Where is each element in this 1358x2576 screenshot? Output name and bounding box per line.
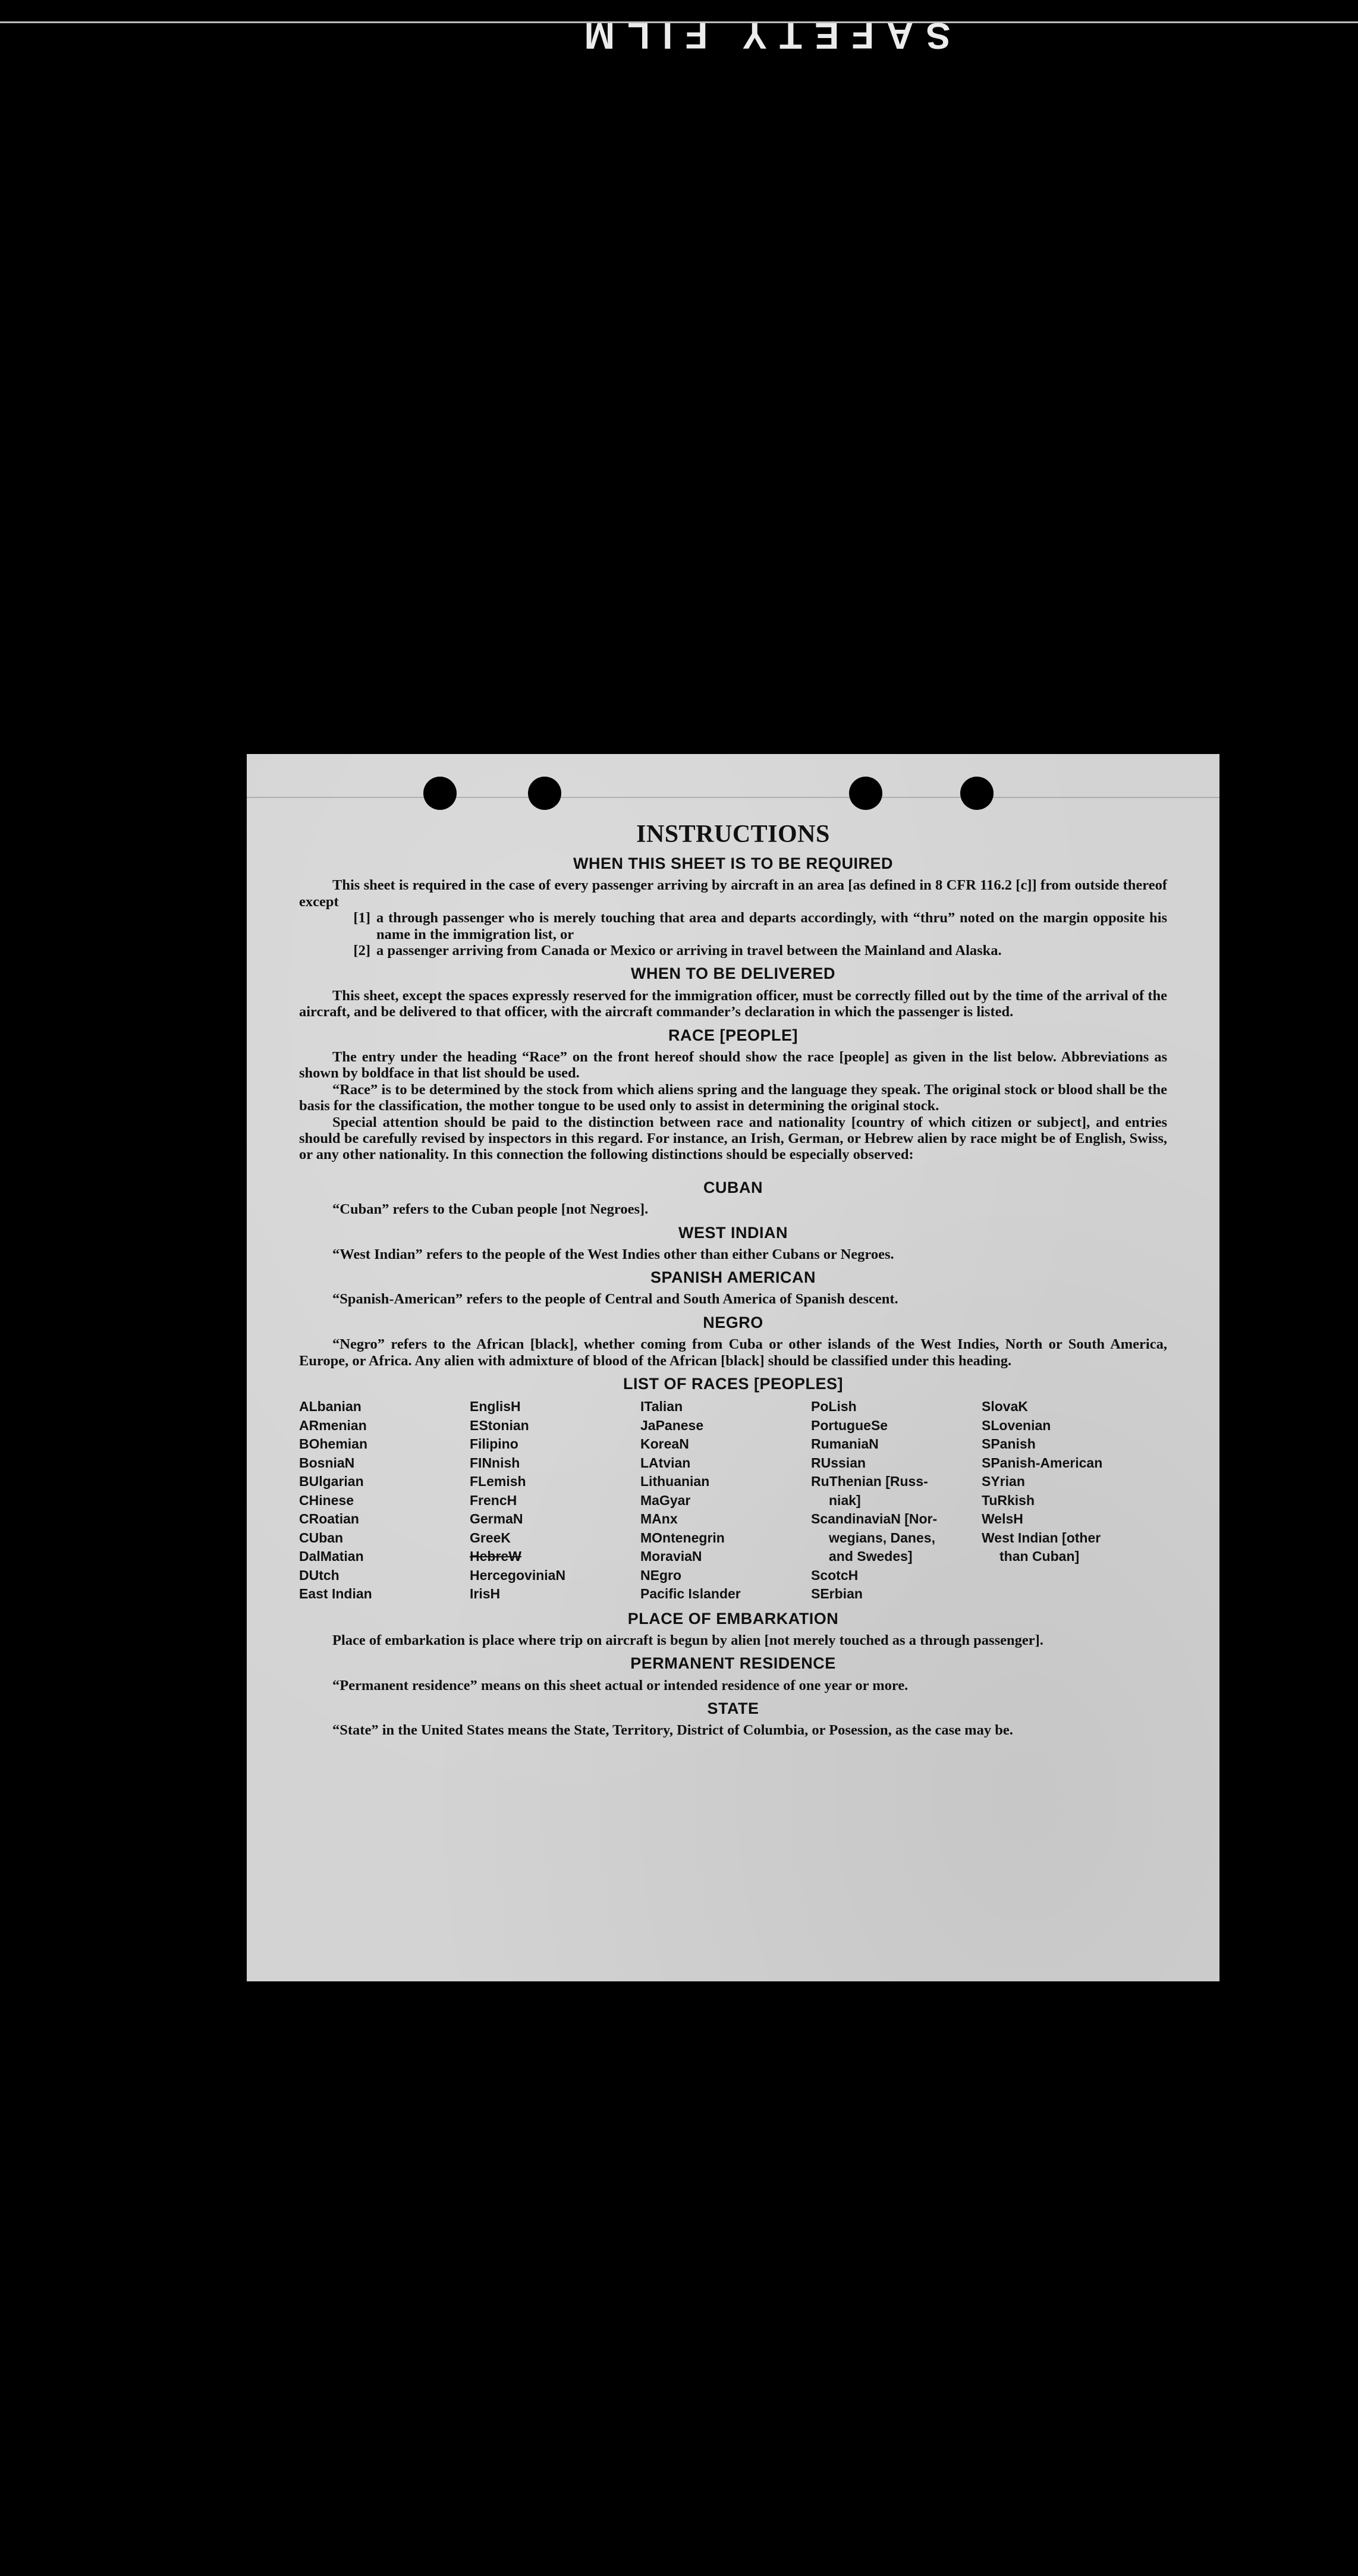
race-entry: IrisH [470,1586,501,1602]
race-entry: Filipino [470,1436,518,1452]
race-entry: DUtch [299,1567,340,1583]
races-table [299,1397,1167,1604]
race-entry: GermaN [470,1511,523,1527]
race-entry: CRoatian [299,1511,359,1527]
race-entry: SlovaK [982,1399,1028,1415]
race-entry: FrencH [470,1492,517,1508]
race-entry: HercegoviniaN [470,1567,566,1583]
document-title: INSTRUCTIONS [636,821,830,848]
race-entry: MOntenegrin [640,1529,725,1545]
race-entry: SLovenian [982,1417,1051,1433]
when-required-intro: This sheet is required in the case of every passenger arriving by aircraft in an area [as defined in 8 CFR 116.2 [c]] from outside thereof except [299,877,1167,910]
race-entry: MaGyar [640,1492,691,1508]
negro-text: “Negro” refers to the African [black], whether coming from Cuba or other islands of the West Indies, North or South America, Europe, or Africa. Any alien with admixture of blood of the African [black] should be classified under this heading. [299,1336,1167,1369]
section-heading-embarkation: PLACE OF EMBARKATION [627,1609,839,1628]
race-entry-continued: than Cuban] [999,1548,1080,1565]
state-text: “State” in the United States means the State, Territory, District of Columbia, or Posession, as the case may be. [332,1722,1013,1739]
punch-hole [423,777,457,810]
race-entry: RUssian [811,1455,866,1471]
film-edge-strip [0,0,1358,65]
race-entry-continued: and Swedes] [829,1548,913,1565]
west-indian-text: “West Indian” refers to the people of the West Indies other than either Cubans or Negroes. [332,1246,894,1262]
race-entry: PoLish [811,1399,857,1415]
race-entry: SErbian [811,1586,863,1602]
race-entry: Lithuanian [640,1474,710,1490]
race-entry: ARmenian [299,1417,367,1433]
race-entry: FLemish [470,1474,526,1490]
race-entry: SPanish-American [982,1455,1103,1471]
race-entry: SPanish [982,1436,1036,1452]
section-heading-when-required: WHEN THIS SHEET IS TO BE REQUIRED [573,855,894,873]
races-column-4 [811,1397,982,1604]
race-entry-struck: HebreW [470,1548,521,1565]
section-heading-negro: NEGRO [703,1313,763,1331]
race-entry: BUlgarian [299,1474,364,1490]
race-entry: RuThenian [Russ- [811,1474,928,1490]
races-column-5 [982,1397,1167,1604]
races-column-2 [470,1397,640,1604]
when-delivered-text: This sheet, except the spaces expressly reserved for the immigration officer, must be correctly filled out by the time of the arrival of the aircraft, and be delivered to that officer, with the aircraft commander’s declaration in which the passenger is listed. [299,987,1167,1020]
punch-hole [528,777,561,810]
race-entry: GreeK [470,1529,511,1545]
permanent-residence-text: “Permanent residence” means on this sheet actual or intended residence of one year or more. [332,1677,909,1694]
sheet-content [299,821,1167,1739]
exception-item-number: [2] [353,943,370,959]
races-column-1 [299,1397,470,1604]
race-entry: KoreaN [640,1436,689,1452]
race-entry: MoraviaN [640,1548,702,1565]
instruction-sheet [247,754,1219,1981]
sheet-top-rule [247,797,1219,798]
section-heading-when-delivered: WHEN TO BE DELIVERED [630,965,836,983]
races-column-3 [640,1397,811,1604]
race-entry: CUban [299,1529,344,1545]
race-entry: ScotcH [811,1567,859,1583]
race-paragraph-3: Special attention should be paid to the distinction between race and nationality [country of which citizen or subject], and entries should be carefully revised by inspectors in this regard. For instance, an Irish, German, or Hebrew alien by race might be of English, Swiss, or any other nationality. In this connection the following distinctions should be especially observed: [299,1114,1167,1163]
race-entry: LAtvian [640,1455,691,1471]
race-entry: RumaniaN [811,1436,879,1452]
race-paragraph-1: The entry under the heading “Race” on the front hereof should show the race [people] as given in the list below. Abbreviations as shown by boldface in that list should be used. [299,1048,1167,1082]
punch-hole [960,777,994,810]
race-paragraph-2: “Race” is to be determined by the stock from which aliens spring and the language they speak. The original stock or blood shall be the basis for the classification, the mother tongue to be used only to assist in determining the original stock. [299,1081,1167,1114]
film-edge-text: SAFETY FILM [571,15,951,56]
section-heading-race: RACE [PEOPLE] [668,1026,799,1044]
punch-hole [849,777,882,810]
exception-item-text: a through passenger who is merely touching that area and departs accordingly, with “thru” noted on the margin opposite his name in the immigration list, or [376,910,1167,943]
section-heading-west-indian: WEST INDIAN [678,1223,788,1242]
race-entry: PortugueSe [811,1417,888,1433]
cuban-text: “Cuban” refers to the Cuban people [not Negroes]. [332,1201,649,1218]
race-entry: NEgro [640,1567,681,1583]
race-entry: MAnx [640,1511,678,1527]
race-entry: SYrian [982,1474,1025,1490]
section-heading-permanent-residence: PERMANENT RESIDENCE [630,1654,836,1673]
embarkation-text: Place of embarkation is place where trip on aircraft is begun by alien [not merely touched as a through passenger]. [332,1632,1043,1648]
exception-item-number: [1] [353,910,370,926]
race-entry: WelsH [982,1511,1023,1527]
race-entry: TuRkish [982,1492,1035,1508]
race-entry: EStonian [470,1417,529,1433]
exception-item-1 [299,910,1167,943]
exception-item-2 [299,943,1167,959]
race-entry: DalMatian [299,1548,364,1565]
race-entry: FINnish [470,1455,520,1471]
race-entry: East Indian [299,1586,372,1602]
race-entry: ScandinaviaN [Nor- [811,1511,938,1527]
race-entry: ALbanian [299,1399,361,1415]
race-entry: Pacific Islander [640,1586,741,1602]
section-heading-spanish-american: SPANISH AMERICAN [650,1268,816,1287]
race-entry: EnglisH [470,1399,521,1415]
race-entry: ITalian [640,1399,683,1415]
section-heading-list-of-races: LIST OF RACES [PEOPLES] [623,1374,844,1393]
race-entry: BosniaN [299,1455,355,1471]
race-entry: JaPanese [640,1417,704,1433]
race-entry-continued: wegians, Danes, [829,1529,935,1545]
section-heading-cuban: CUBAN [703,1178,763,1196]
race-entry: BOhemian [299,1436,368,1452]
race-entry: CHinese [299,1492,354,1508]
race-entry-continued: niak] [829,1492,861,1508]
race-entry: West Indian [other [982,1529,1101,1545]
exception-item-text: a passenger arriving from Canada or Mexico or arriving in travel between the Mainland and Alaska. [376,943,1002,959]
section-heading-state: STATE [707,1699,759,1718]
spanish-american-text: “Spanish-American” refers to the people of Central and South America of Spanish descent. [332,1291,898,1308]
